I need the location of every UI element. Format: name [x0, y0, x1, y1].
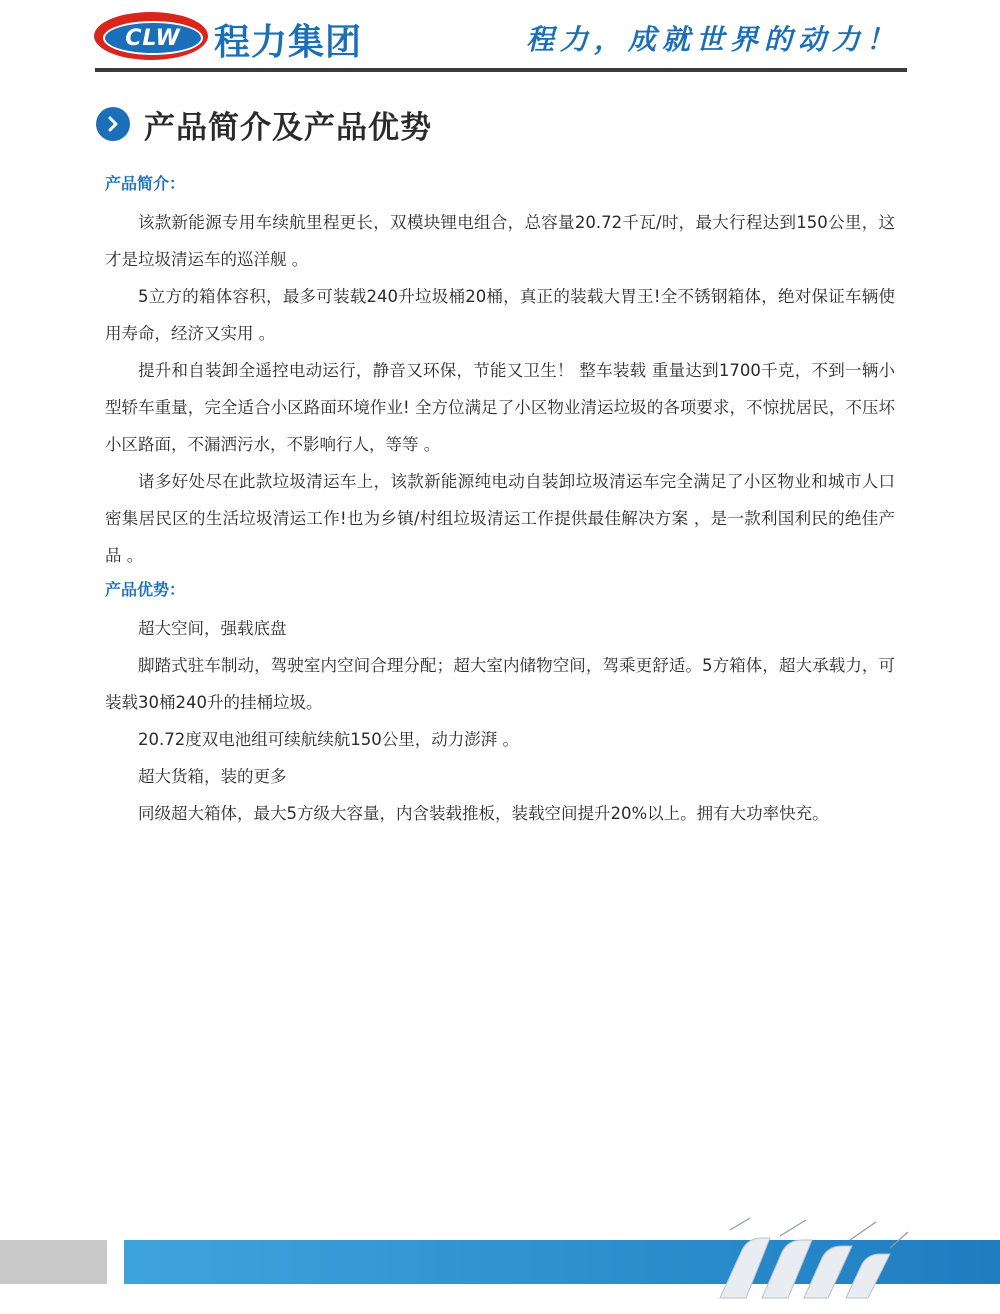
section-title — [96, 102, 432, 146]
intro-paragraph: 5立方的箱体容积，最多可装载240升垃圾桶20桶，真正的装载大胃王!全不锈钢箱体，绝对保证车辆使用寿命，经济又实用 。 — [105, 287, 895, 343]
footer-grey-block — [0, 1240, 107, 1284]
company-slogan: 程力，成就世界的动力！ — [525, 23, 900, 56]
company-name: 程力集团 — [214, 22, 363, 63]
intro-paragraph: 诸多好处尽在此款垃圾清运车上，该款新能源纯电动自装卸垃圾清运车完全满足了小区物业和城市人口密集居民区的生活垃圾清运工作!也为乡镇/村组垃圾清运工作提供最佳解决方案 ，是一款利国利民的绝佳产品 。 — [105, 472, 895, 565]
advantage-paragraph: 20.72度双电池组可续航续航150公里，动力澎湃 。 — [138, 730, 519, 749]
page-header — [0, 0, 1000, 80]
advantage-paragraph: 超大货箱，装的更多 — [138, 767, 287, 786]
header-divider — [95, 68, 907, 72]
intro-heading: 产品简介： — [105, 174, 186, 193]
logo-mark: CLW — [125, 25, 181, 51]
logo-oval — [94, 12, 208, 60]
chevron-right-icon — [96, 107, 130, 141]
advantage-paragraph: 超大空间，强载底盘 — [138, 619, 287, 638]
advantage-paragraph: 脚踏式驻车制动，驾驶室内空间合理分配；超大室内储物空间，驾乘更舒适。5方箱体，超大承载力，可装载30桶240升的挂桶垃圾。 — [105, 656, 895, 712]
advantages-heading: 产品优势： — [105, 580, 186, 599]
document-body — [105, 168, 895, 832]
intro-paragraph: 该款新能源专用车续航里程更长，双模块锂电组合，总容量20.72千瓦/时，最大行程达到150公里，这才是垃圾清运车的巡洋舰 。 — [105, 213, 895, 269]
advantage-paragraph: 同级超大箱体，最大5方级大容量，内含装载推板，装载空间提升20%以上。拥有大功率快充。 — [138, 804, 829, 823]
footer-stripes-decoration — [700, 1210, 920, 1300]
intro-paragraph: 提升和自装卸全遥控电动运行，静音又环保，节能又卫生！ 整车装载 重量达到1700千克，不到一辆小型轿车重量，完全适合小区路面环境作业! 全方位满足了小区物业清运垃圾的各项要求，不惊扰居民，不压坏小区路面，不漏洒污水，不影响行人，等等 。 — [105, 361, 895, 454]
section-title-text: 产品简介及产品优势 — [144, 109, 432, 146]
company-logo — [94, 12, 414, 62]
